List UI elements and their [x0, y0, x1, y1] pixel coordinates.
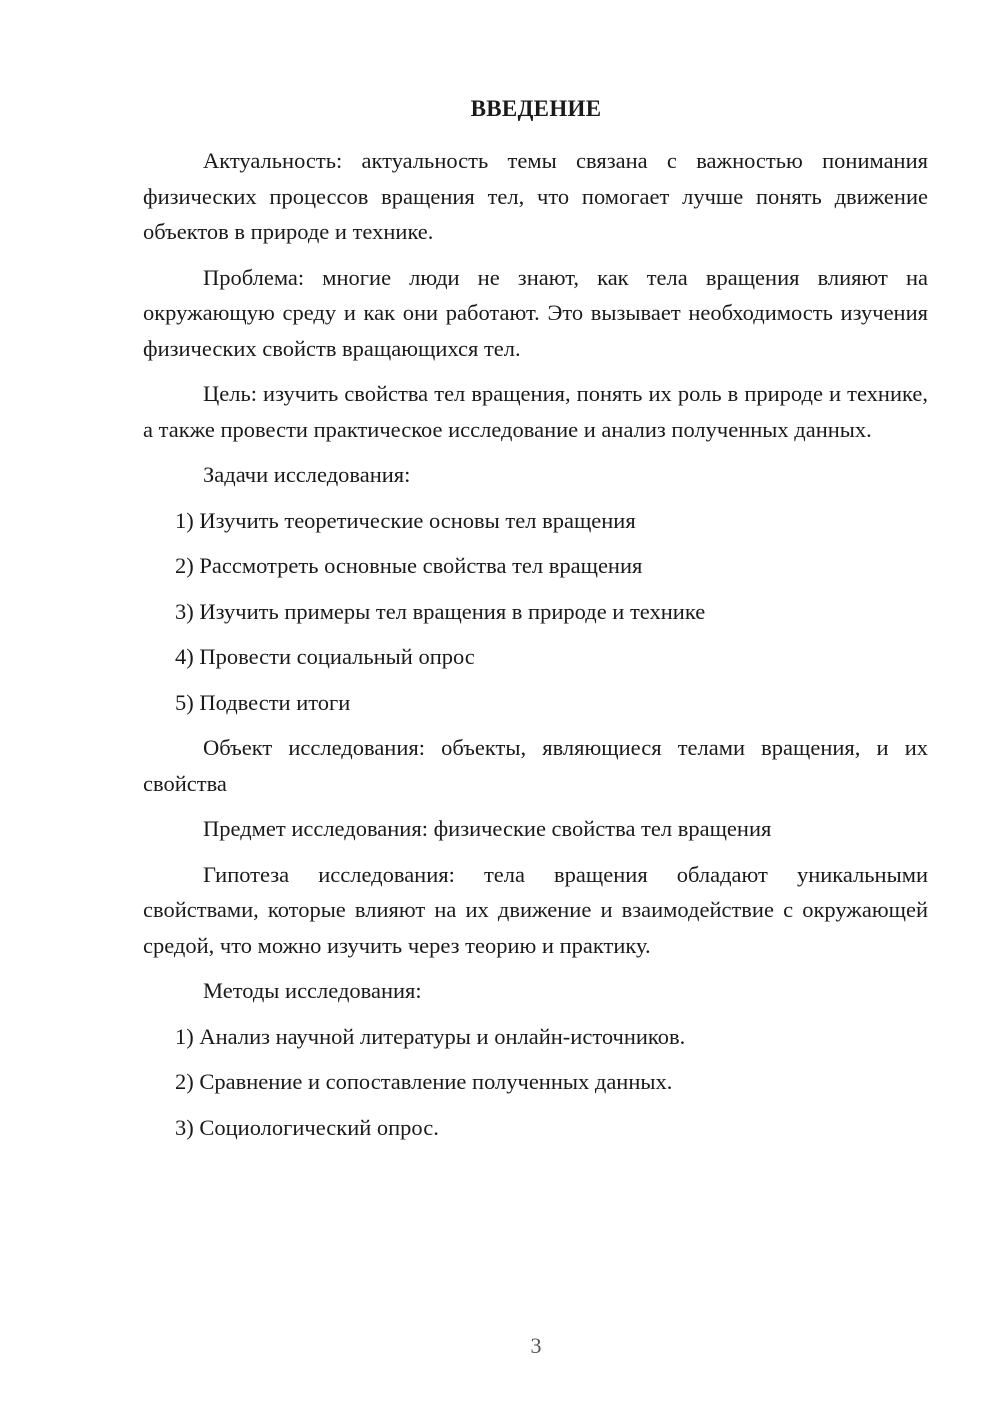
page-number: 3: [530, 1333, 542, 1358]
hypothesis-paragraph: Гипотеза исследования: тела вращения обладают уникальными свойствами, которые влияют на их движение и взаимодействие с окружающей средой, что можно изучить через теорию и практику.: [143, 861, 928, 958]
method-item: 1) Анализ научной литературы и онлайн-источников.: [175, 1023, 686, 1049]
method-item: 3) Социологический опрос.: [175, 1114, 439, 1140]
task-item: 2) Рассмотреть основные свойства тел вращения: [175, 553, 643, 578]
problem-paragraph: Проблема: многие люди не знают, как тела вращения влияют на окружающую среду и как они работают. Это вызывает необходимость изучения физических свойств вращающихся тел.: [143, 264, 928, 361]
method-item: 2) Сравнение и сопоставление полученных данных.: [175, 1069, 673, 1094]
relevance-paragraph: Актуальность: актуальность темы связана с важностью понимания физических процессов вращения тел, что помогает лучше понять движение объектов в природе и технике.: [143, 148, 928, 244]
document-body: [143, 143, 928, 1155]
goal-paragraph: Цель: изучить свойства тел вращения, понять их роль в природе и технике, а также провести практическое исследование и анализ полученных данных.: [143, 381, 928, 442]
page-title: ВВЕДЕНИЕ: [470, 96, 602, 121]
tasks-list: [143, 503, 928, 721]
task-item: 4) Провести социальный опрос: [175, 644, 475, 669]
object-paragraph: Объект исследования: объекты, являющиеся телами вращения, и их свойства: [143, 735, 928, 796]
task-item: 3) Изучить примеры тел вращения в природе и технике: [175, 598, 706, 624]
task-item: 5) Подвести итоги: [175, 689, 351, 715]
subject-paragraph: Предмет исследования: физические свойства тел вращения: [203, 816, 772, 841]
tasks-heading: Задачи исследования:: [203, 462, 411, 487]
task-item: 1) Изучить теоретические основы тел вращения: [175, 507, 636, 533]
methods-heading: Методы исследования:: [203, 978, 422, 1003]
methods-list: [143, 1019, 928, 1146]
